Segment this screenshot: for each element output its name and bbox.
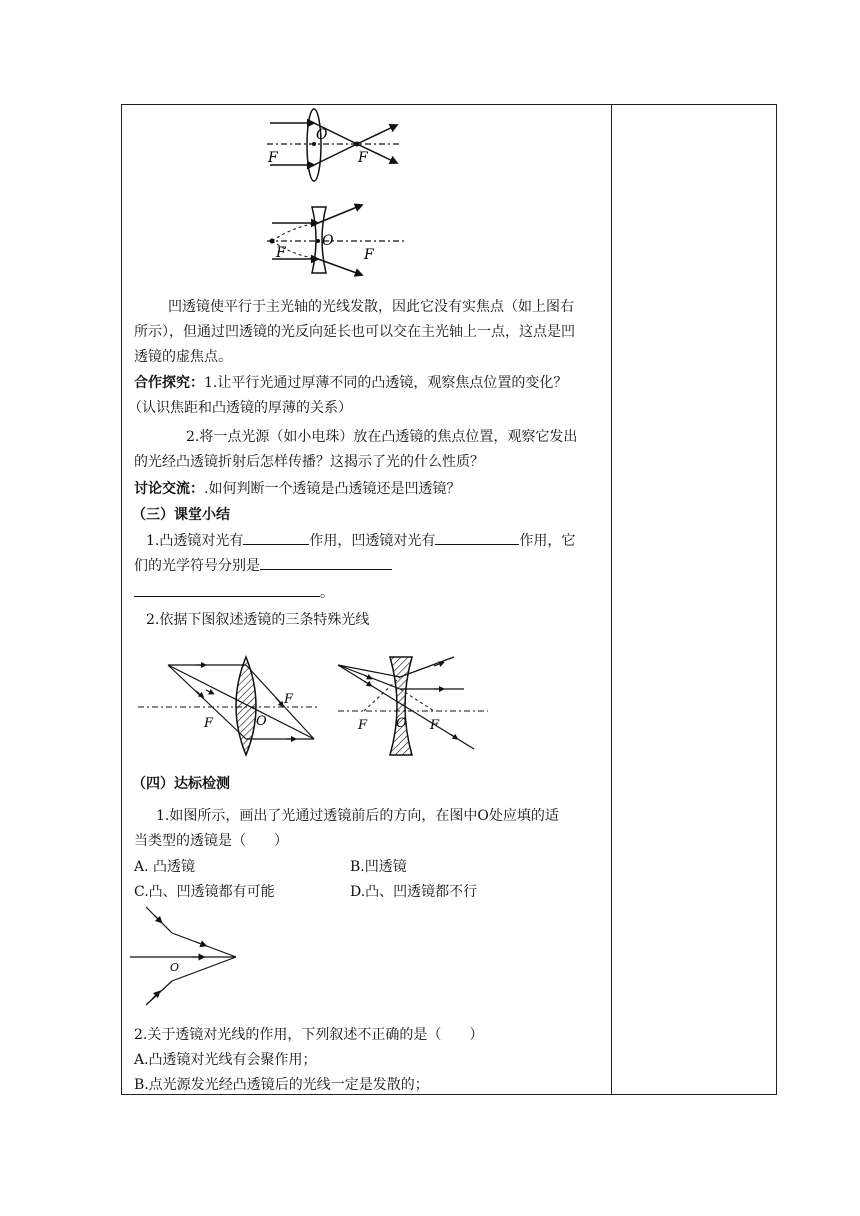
question-1-option-c[interactable]: C.凸、凹透镜都有可能 bbox=[134, 884, 275, 900]
question-2-option-b[interactable]: B.点光源发光经凸透镜后的光线一定是发散的； bbox=[134, 1077, 429, 1093]
convex-lens-figure bbox=[262, 107, 412, 187]
concave-lens-figure bbox=[262, 201, 412, 281]
focus-label-lower: F bbox=[204, 716, 214, 731]
lesson-table bbox=[121, 104, 777, 1095]
focus-label-left: F bbox=[358, 718, 368, 733]
question-1-option-b[interactable]: B.凹透镜 bbox=[350, 859, 407, 875]
cooperation-label: 合作探究： bbox=[134, 375, 204, 391]
focus-label-left: F bbox=[268, 150, 278, 166]
discussion-text: .如何判断一个透镜是凸透镜还是凹透镜？ bbox=[204, 481, 461, 497]
main-column bbox=[122, 105, 611, 1094]
summary-1-part-b: 作用，凹透镜对光有 bbox=[309, 533, 436, 549]
cooperation-question-2-line-1: 2.将一点光源（如小电珠）放在凸透镜的焦点位置，观察它发出 bbox=[186, 429, 578, 445]
cooperation-question-2-line-2: 的光经凸透镜折射后怎样传播？这揭示了光的什么性质？ bbox=[134, 454, 484, 470]
section-3-heading: （三）课堂小结 bbox=[132, 507, 230, 523]
question-1-option-a[interactable]: A. 凸透镜 bbox=[134, 859, 196, 875]
concave-special-rays-figure bbox=[334, 653, 490, 759]
cooperation-line-1 bbox=[134, 371, 567, 395]
concave-paragraph-line-3: 透镜的虚焦点。 bbox=[134, 349, 232, 365]
summary-1-line-2 bbox=[134, 554, 392, 578]
discussion-label: 讨论交流： bbox=[134, 481, 204, 497]
question-1-figure bbox=[126, 905, 240, 1009]
section-4-heading: （四）达标检测 bbox=[132, 776, 230, 792]
summary-2-text: 2.依据下图叙述透镜的三条特殊光线 bbox=[146, 612, 370, 628]
answer-blank-3[interactable] bbox=[260, 555, 392, 570]
question-1-line-2: 当类型的透镜是（ ） bbox=[134, 833, 288, 849]
answer-blank-1[interactable] bbox=[243, 530, 309, 545]
lens-position-label: O bbox=[170, 961, 180, 974]
cooperation-question-1: 1.让平行光通过厚薄不同的凸透镜，观察焦点位置的变化？ bbox=[204, 375, 568, 391]
concave-lens-shape bbox=[390, 657, 412, 755]
focus-label-right: F bbox=[430, 718, 440, 733]
convex-lens-shape bbox=[236, 657, 256, 755]
convex-special-rays-figure bbox=[136, 653, 322, 759]
column-divider bbox=[611, 105, 612, 1094]
discussion-line bbox=[134, 477, 460, 501]
focus-label-upper: F bbox=[284, 692, 294, 707]
summary-1-part-c: 作用，它 bbox=[519, 533, 576, 549]
summary-1-symbols-text: 们的光学符号分别是 bbox=[134, 558, 260, 574]
answer-blank-4[interactable] bbox=[134, 582, 320, 597]
focus-label-right: F bbox=[358, 150, 368, 166]
optical-center-label: O bbox=[322, 233, 334, 249]
optical-center-label: O bbox=[396, 716, 407, 731]
question-2-option-a[interactable]: A.凸透镜对光线有会聚作用； bbox=[134, 1052, 317, 1068]
question-1-line-1: 1.如图所示，画出了光通过透镜前后的方向，在图中O处应填的适 bbox=[156, 808, 559, 824]
optical-center-label: O bbox=[256, 714, 267, 729]
cooperation-note: （认识焦距和凸透镜的厚薄的关系） bbox=[128, 400, 352, 416]
summary-1-period: 。 bbox=[320, 585, 334, 601]
answer-blank-2[interactable] bbox=[435, 530, 519, 545]
summary-1-part-a: 1.凸透镜对光有 bbox=[146, 533, 244, 549]
focus-label-right: F bbox=[364, 247, 374, 263]
summary-1-line-3 bbox=[134, 581, 334, 605]
optical-center-label: O bbox=[316, 127, 328, 143]
concave-paragraph-line-2: 所示），但通过凹透镜的光反向延长也可以交在主光轴上一点，这点是凹 bbox=[134, 324, 575, 340]
concave-paragraph-line-1: 凹透镜使平行于主光轴的光线发散，因此它没有实焦点（如上图右 bbox=[168, 299, 574, 315]
summary-1-line-1 bbox=[146, 529, 575, 553]
question-2-text: 2.关于透镜对光线的作用，下列叙述不正确的是（ ） bbox=[134, 1027, 484, 1043]
question-1-option-d[interactable]: D.凸、凹透镜都不行 bbox=[350, 884, 478, 900]
focus-label-left: F bbox=[276, 245, 286, 261]
